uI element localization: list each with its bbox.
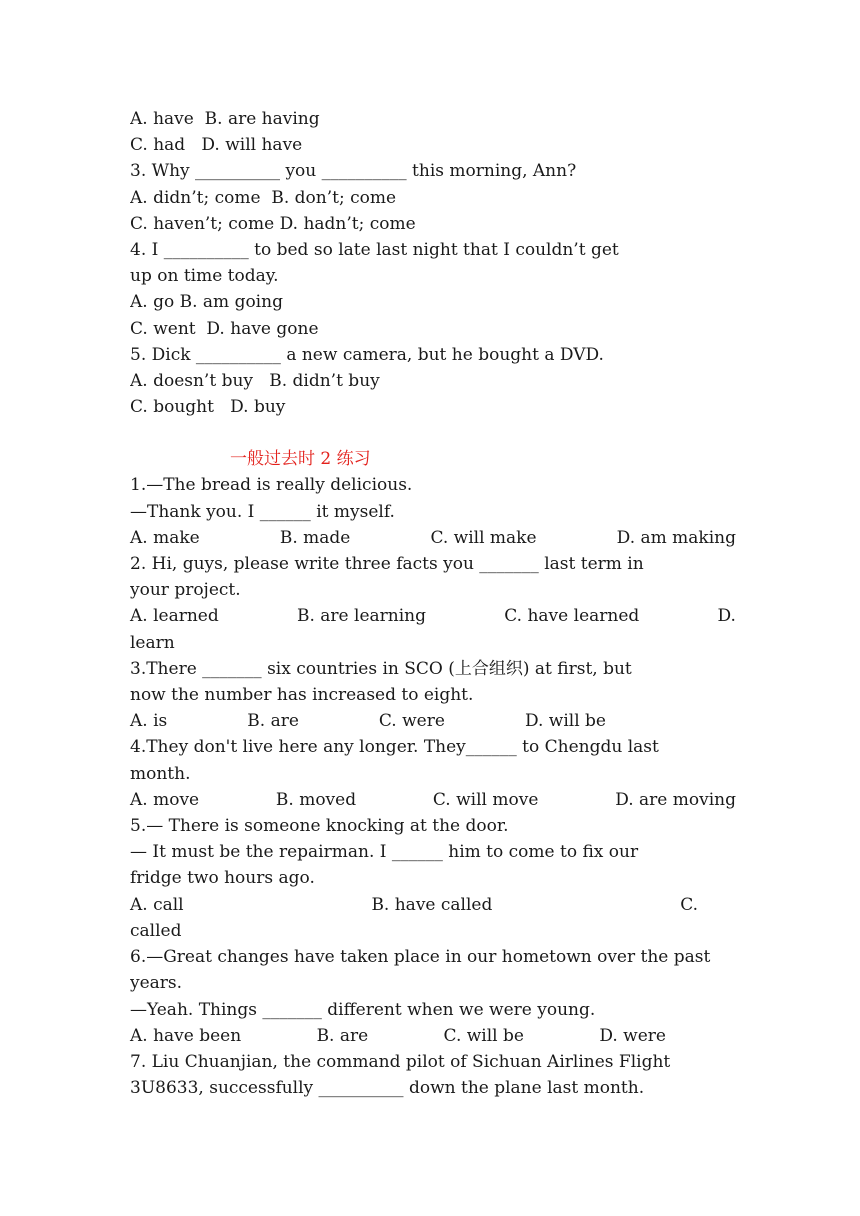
option: B. made: [279, 527, 351, 548]
option: A. make: [130, 527, 200, 548]
option: C. will move: [432, 789, 539, 810]
option: B. are: [316, 1025, 369, 1046]
question-3: [130, 656, 736, 735]
option: D. are moving: [615, 789, 736, 810]
option: B. moved: [275, 789, 357, 810]
question-stem: —Yeah. Things _______ different when we were young.: [130, 999, 596, 1020]
option: A. learned: [130, 606, 219, 627]
option: B. are: [247, 711, 299, 732]
options-row: [130, 1023, 736, 1049]
question-stem: 4.They don't live here any longer. They______ to Chengdu last: [130, 737, 659, 758]
option: B. have called: [371, 894, 493, 915]
text-line: A. didn’t; come B. don’t; come: [130, 187, 397, 208]
section-title: 一般过去时 2 练习: [230, 449, 371, 470]
question-stem: 5.— There is someone knocking at the door.: [130, 816, 509, 837]
options-row: [130, 787, 736, 813]
question-stem: 3.There _______ six countries in SCO (上合组织) at first, but: [130, 658, 632, 679]
option: C. have learned: [504, 606, 640, 627]
option: C. will be: [443, 1025, 524, 1046]
text-line: 5. Dick __________ a new camera, but he bought a DVD.: [130, 344, 604, 365]
option: C.: [680, 894, 698, 915]
question-stem: 1.—The bread is really delicious.: [130, 475, 413, 496]
text-line: C. went D. have gone: [130, 318, 319, 339]
option-continuation: learn: [130, 632, 175, 653]
options-row: [130, 892, 736, 918]
option: C. were: [378, 711, 445, 732]
option: A. call: [130, 894, 184, 915]
question-4: [130, 734, 736, 813]
option: A. is: [130, 711, 168, 732]
question-stem: your project.: [130, 580, 241, 601]
option: D. will be: [524, 711, 606, 732]
question-stem: — It must be the repairman. I ______ him to come to fix our: [130, 842, 639, 863]
option: B. are learning: [297, 606, 427, 627]
question-stem: 6.—Great changes have taken place in our hometown over the past: [130, 947, 711, 968]
question-2: [130, 551, 736, 656]
option: D.: [717, 606, 736, 627]
options-row: [130, 603, 736, 629]
option-continuation: called: [130, 920, 182, 941]
question-stem: 7. Liu Chuanjian, the command pilot of Sichuan Airlines Flight: [130, 1051, 671, 1072]
question-stem: now the number has increased to eight.: [130, 685, 474, 706]
text-line: 3. Why __________ you __________ this morning, Ann?: [130, 161, 577, 182]
question-stem: 2. Hi, guys, please write three facts you _______ last term in: [130, 554, 644, 575]
text-line: up on time today.: [130, 266, 279, 287]
question-stem: —Thank you. I ______ it myself.: [130, 501, 395, 522]
question-stem: fridge two hours ago.: [130, 868, 315, 889]
option: A. move: [130, 789, 200, 810]
question-stem: month.: [130, 763, 191, 784]
text-line: C. haven’t; come D. hadn’t; come: [130, 213, 416, 234]
option: D. were: [599, 1025, 666, 1046]
options-row: [130, 708, 736, 734]
text-line: A. go B. am going: [130, 292, 283, 313]
option: A. have been: [130, 1025, 242, 1046]
text-line: C. had D. will have: [130, 135, 303, 156]
question-6: [130, 944, 736, 1049]
question-stem: years.: [130, 973, 183, 994]
text-line: 4. I __________ to bed so late last night that I couldn’t get: [130, 240, 619, 261]
text-line: C. bought D. buy: [130, 397, 286, 418]
text-line: A. have B. are having: [130, 109, 320, 129]
question-stem: 3U8633, successfully __________ down the plane last month.: [130, 1078, 645, 1099]
question-7: [130, 1049, 736, 1101]
question-5: [130, 813, 736, 944]
question-1: [130, 472, 736, 551]
option: D. am making: [616, 527, 736, 548]
part1-block: [130, 106, 736, 420]
text-line: A. doesn’t buy B. didn’t buy: [130, 371, 380, 392]
options-row: [130, 525, 736, 551]
option: C. will make: [430, 527, 537, 548]
